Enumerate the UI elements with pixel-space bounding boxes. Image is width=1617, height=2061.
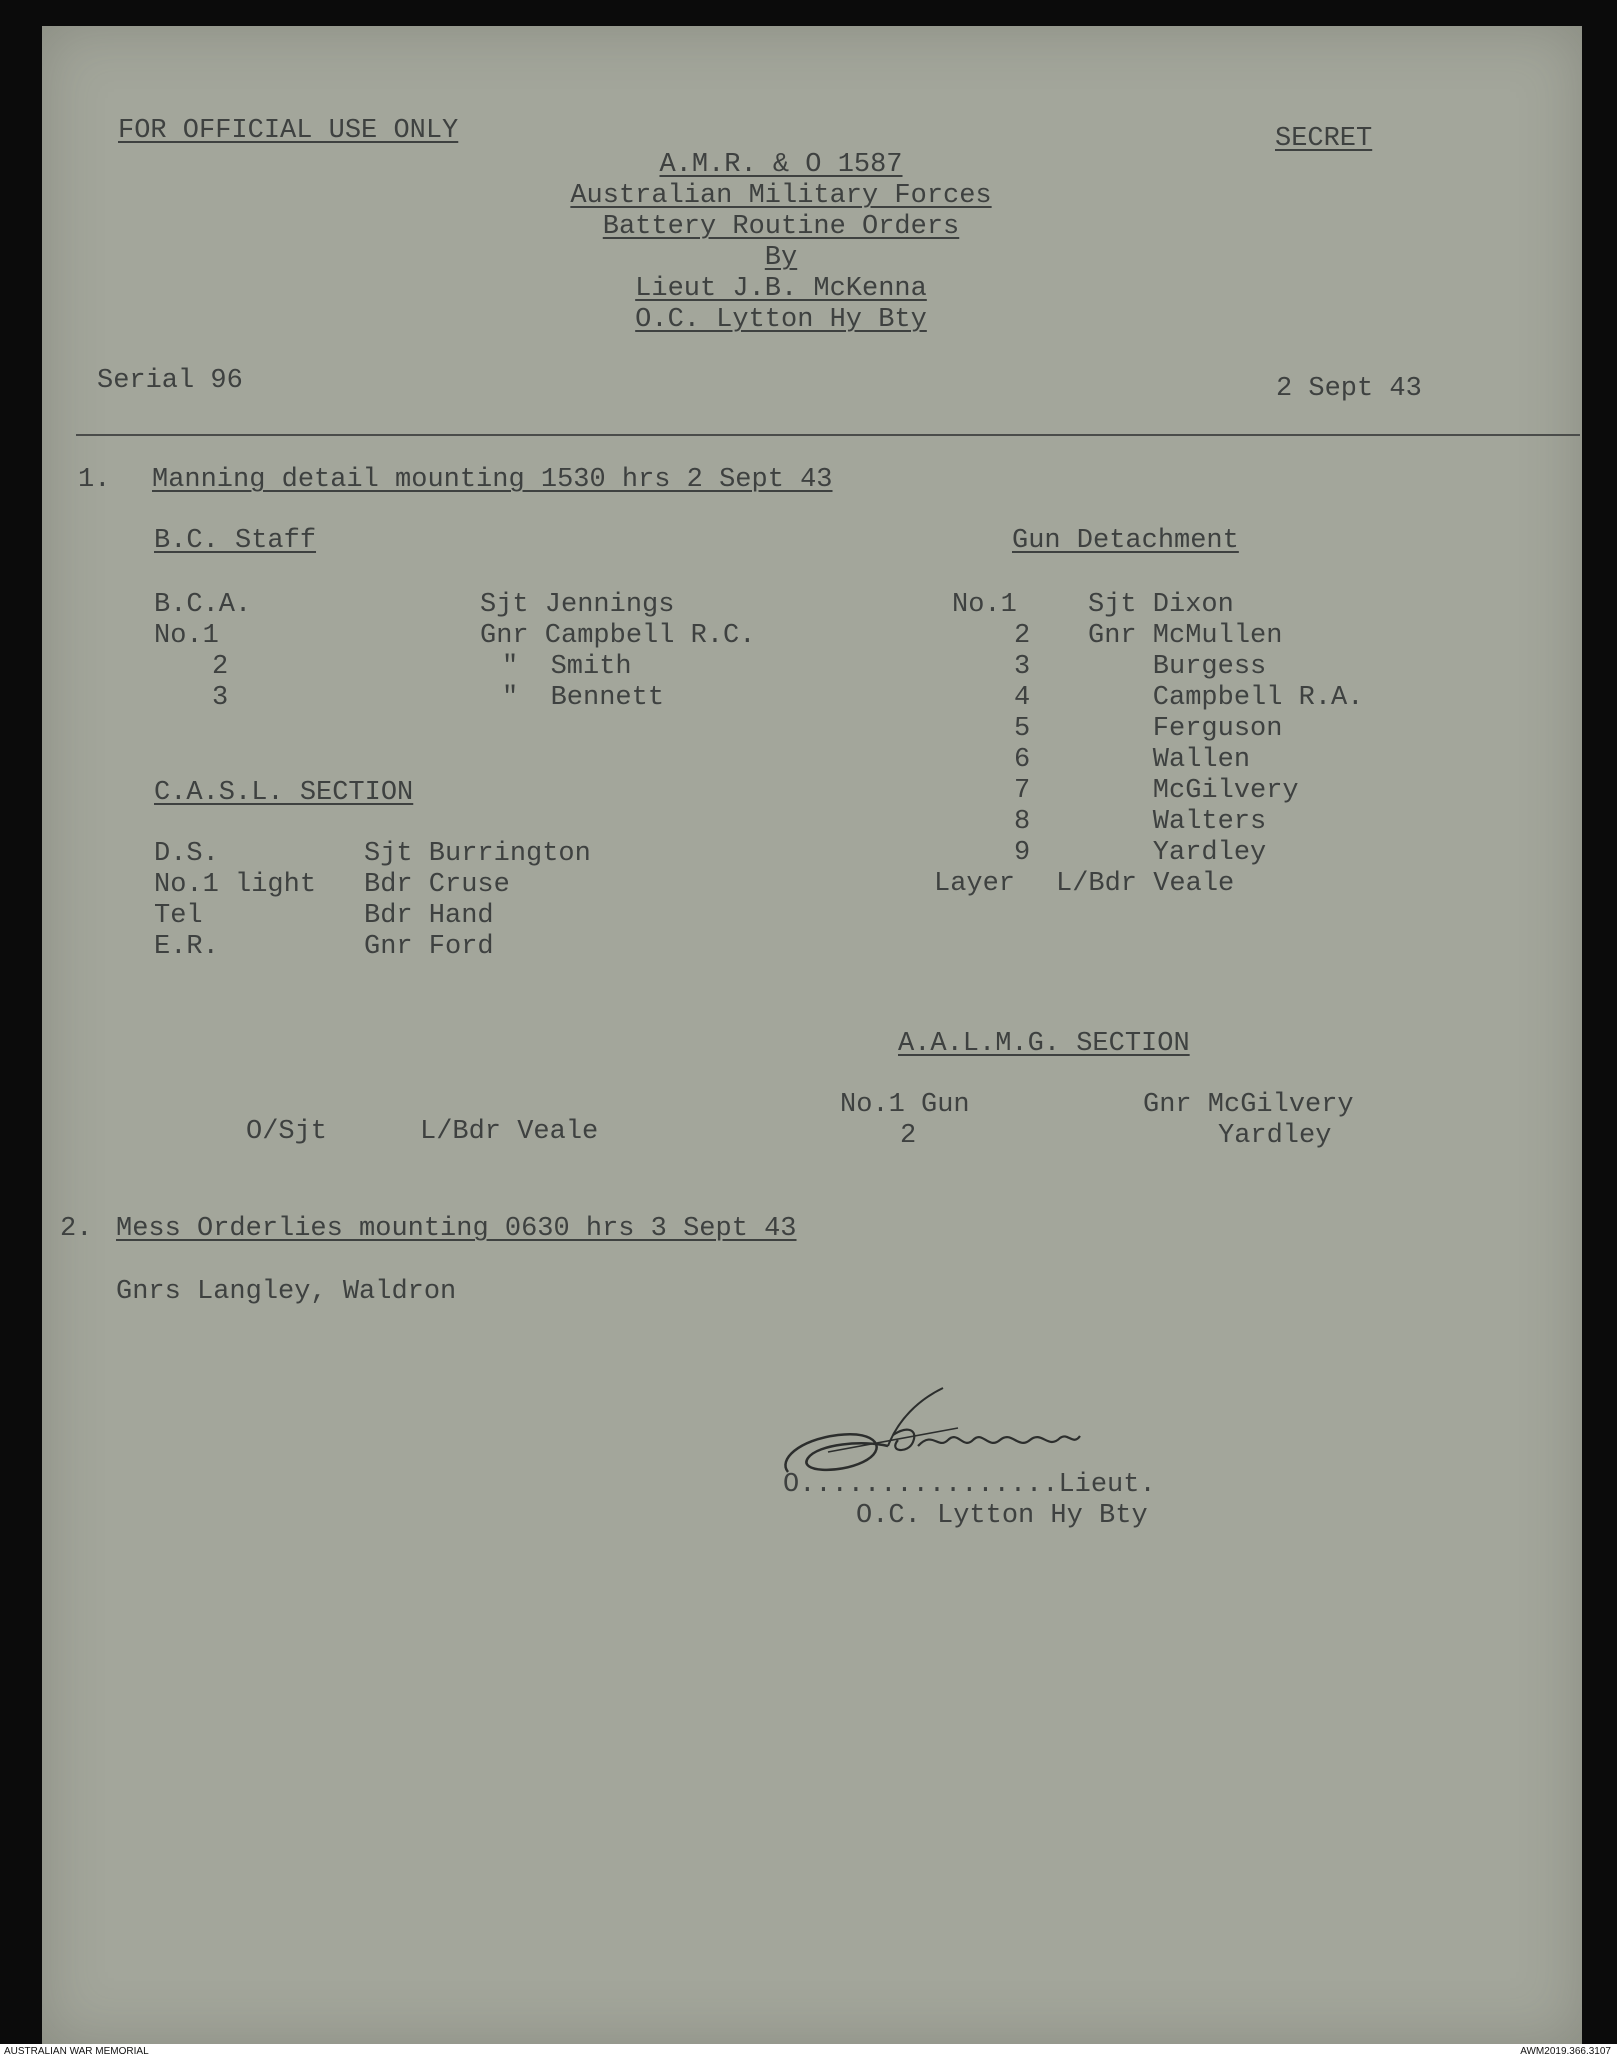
by-line: By bbox=[764, 243, 798, 273]
bc-staff-heading: B.C. Staff bbox=[154, 526, 317, 556]
aalmg-name: Gnr McGilvery bbox=[1143, 1090, 1354, 1120]
item-2-body: Gnrs Langley, Waldron bbox=[116, 1277, 457, 1307]
aalmg-role: 2 bbox=[900, 1121, 917, 1151]
casl-section-heading: C.A.S.L. SECTION bbox=[154, 778, 414, 808]
author-line: Lieut J.B. McKenna bbox=[635, 274, 927, 304]
archive-name: AUSTRALIAN WAR MEMORIAL bbox=[4, 2046, 149, 2057]
gun-role: 6 bbox=[1014, 745, 1031, 775]
gun-role: 7 bbox=[1014, 776, 1031, 806]
gun-role: 8 bbox=[1014, 807, 1031, 837]
gun-name: Ferguson bbox=[1088, 714, 1283, 744]
casl-name: Bdr Hand bbox=[364, 901, 494, 931]
document-title: Battery Routine Orders bbox=[602, 212, 960, 242]
gun-role: Layer bbox=[934, 869, 1016, 899]
gun-role: 2 bbox=[1014, 621, 1031, 651]
gun-detachment-heading: Gun Detachment bbox=[1012, 526, 1239, 556]
bc-staff-name: Sjt Jennings bbox=[480, 590, 675, 620]
casl-role: No.1 light bbox=[154, 870, 317, 900]
archive-footer bbox=[0, 2044, 1617, 2061]
casl-name: Sjt Burrington bbox=[364, 839, 591, 869]
orderly-sergeant-name: L/Bdr Veale bbox=[420, 1117, 599, 1147]
bc-staff-role: 3 bbox=[212, 683, 229, 713]
casl-role: D.S. bbox=[154, 839, 219, 869]
bc-staff-name: Gnr Campbell R.C. bbox=[480, 621, 756, 651]
restriction-label: FOR OFFICIAL USE ONLY bbox=[118, 116, 459, 146]
item-1-heading: Manning detail mounting 1530 hrs 2 Sept 43 bbox=[152, 465, 833, 495]
aalmg-name: Yardley bbox=[1218, 1121, 1332, 1151]
item-2-heading: Mess Orderlies mounting 0630 hrs 3 Sept 43 bbox=[116, 1214, 797, 1244]
aalmg-role: No.1 Gun bbox=[840, 1090, 970, 1120]
bc-staff-name: " Bennett bbox=[502, 683, 665, 713]
signature-unit: O.C. Lytton Hy Bty bbox=[856, 1501, 1148, 1531]
gun-role: 4 bbox=[1014, 683, 1031, 713]
gun-name: McGilvery bbox=[1088, 776, 1299, 806]
gun-role: 9 bbox=[1014, 838, 1031, 868]
gun-name: Gnr McMullen bbox=[1088, 621, 1283, 651]
gun-name: Wallen bbox=[1088, 745, 1251, 775]
casl-name: Bdr Cruse bbox=[364, 870, 510, 900]
gun-name: Walters bbox=[1088, 807, 1267, 837]
casl-role: Tel bbox=[154, 901, 203, 931]
gun-name: Sjt Dixon bbox=[1088, 590, 1234, 620]
gun-name: L/Bdr Veale bbox=[1056, 869, 1235, 899]
aalmg-section-heading: A.A.L.M.G. SECTION bbox=[898, 1029, 1190, 1059]
gun-role: No.1 bbox=[952, 590, 1017, 620]
gun-name: Yardley bbox=[1088, 838, 1267, 868]
signature-line: O................Lieut. bbox=[783, 1470, 1156, 1500]
serial-number: Serial 96 bbox=[97, 366, 243, 396]
bc-staff-role: B.C.A. bbox=[154, 590, 252, 620]
orderly-sergeant-role: O/Sjt bbox=[246, 1117, 328, 1147]
gun-name: Campbell R.A. bbox=[1088, 683, 1364, 713]
unit-line: O.C. Lytton Hy Bty bbox=[635, 305, 927, 335]
archive-reference: AWM2019.366.3107 bbox=[1520, 2046, 1611, 2057]
document-date: 2 Sept 43 bbox=[1276, 374, 1422, 404]
bc-staff-name: " Smith bbox=[502, 652, 632, 682]
gun-role: 5 bbox=[1014, 714, 1031, 744]
gun-role: 3 bbox=[1014, 652, 1031, 682]
bc-staff-role: No.1 bbox=[154, 621, 219, 651]
reference-number: A.M.R. & O 1587 bbox=[659, 150, 903, 180]
bc-staff-role: 2 bbox=[212, 652, 229, 682]
gun-name: Burgess bbox=[1088, 652, 1267, 682]
casl-name: Gnr Ford bbox=[364, 932, 494, 962]
item-1-number: 1. bbox=[78, 465, 111, 495]
organisation-title: Australian Military Forces bbox=[570, 181, 992, 211]
item-2-number: 2. bbox=[60, 1214, 93, 1244]
classification-label: SECRET bbox=[1275, 124, 1373, 154]
header-rule bbox=[76, 434, 1580, 436]
casl-role: E.R. bbox=[154, 932, 219, 962]
